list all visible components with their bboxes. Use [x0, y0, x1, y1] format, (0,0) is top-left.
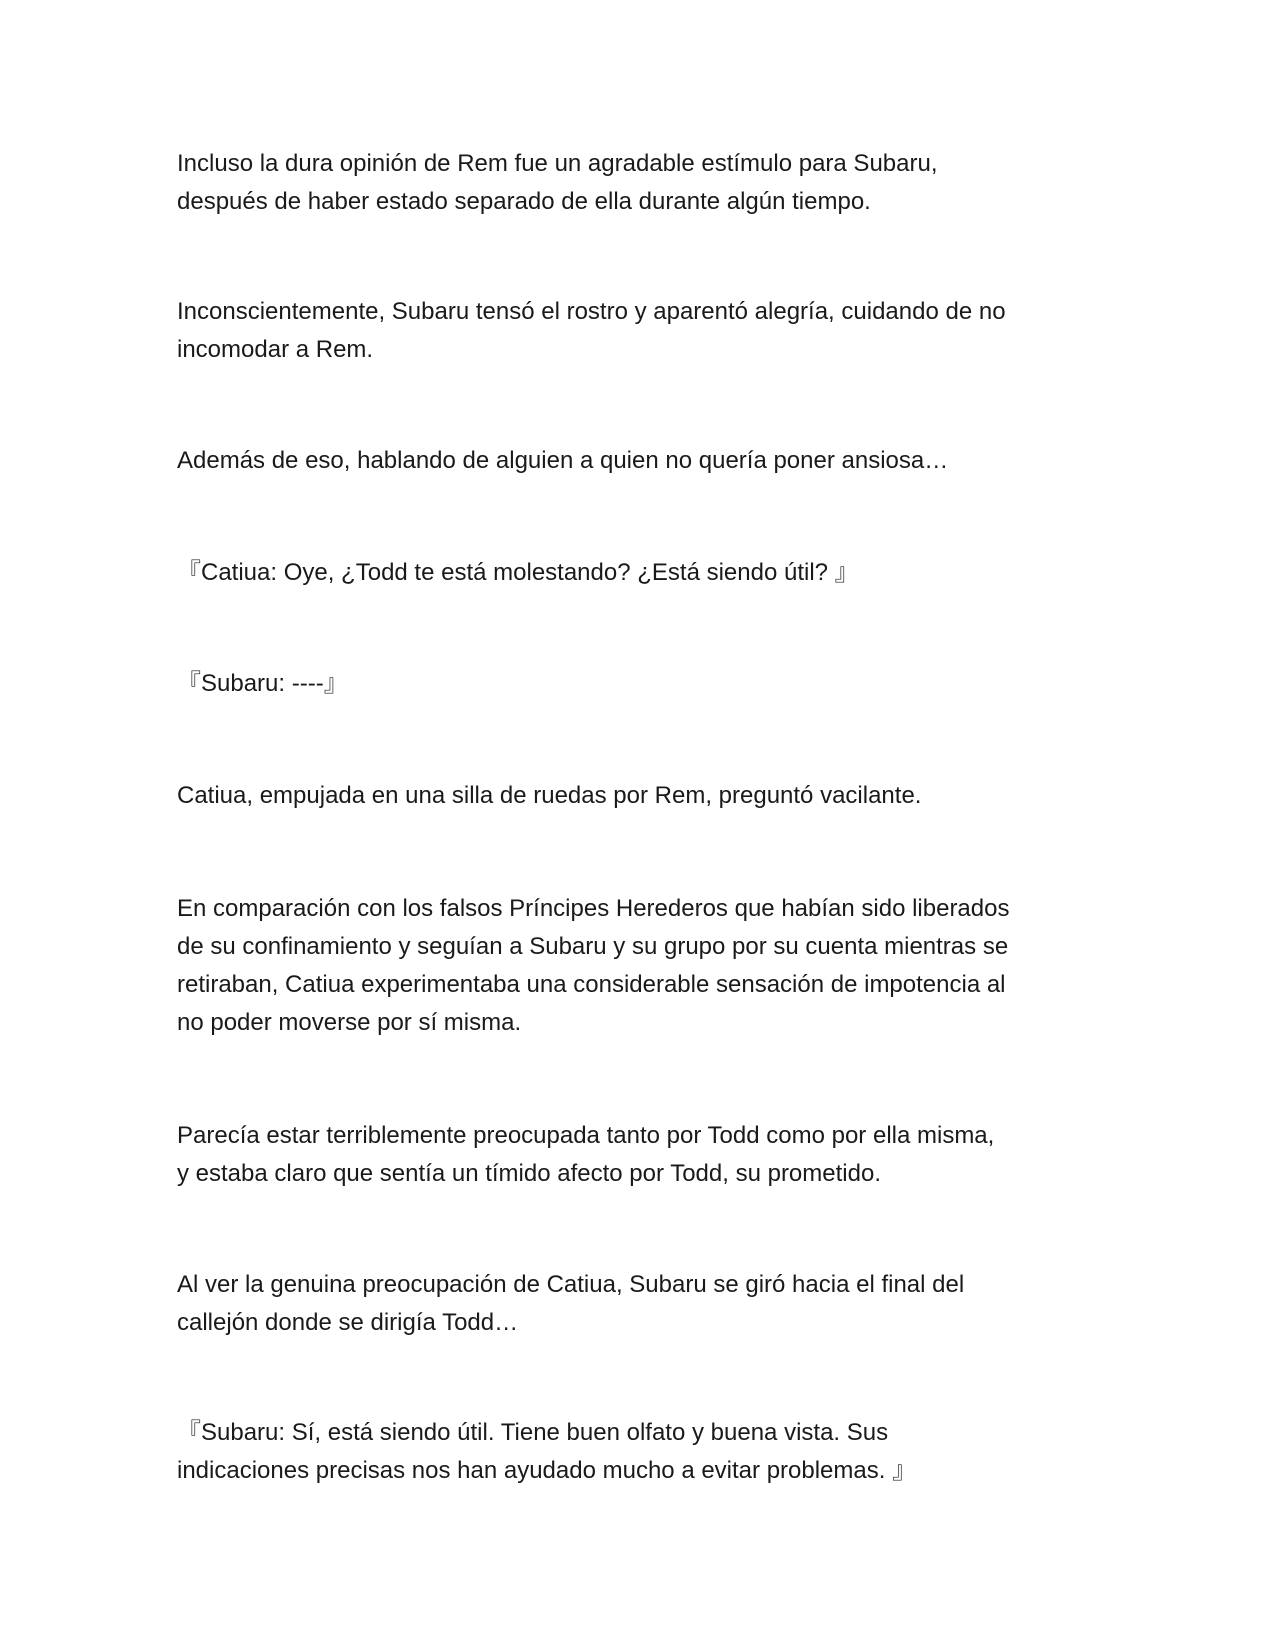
text-line: En comparación con los falsos Príncipes Herederos que habían sido liberados: [177, 895, 1010, 922]
paragraph-9: [177, 1266, 1117, 1342]
text-line: 『Subaru: ----』: [177, 670, 348, 697]
text-line: después de haber estado separado de ella durante algún tiempo.: [177, 188, 871, 215]
text-line: Inconscientemente, Subaru tensó el rostro y aparentó alegría, cuidando de no: [177, 298, 1006, 325]
text-line: Catiua, empujada en una silla de ruedas por Rem, preguntó vacilante.: [177, 782, 922, 809]
text-line: 『Subaru: Sí, está siendo útil. Tiene buen olfato y buena vista. Sus: [177, 1419, 889, 1446]
text-line: 『Catiua: Oye, ¿Todd te está molestando? ¿Está siendo útil? 』: [177, 559, 859, 586]
paragraph-6: [177, 777, 1117, 815]
dialogue-subaru-pause: [177, 665, 1117, 703]
text-line: Al ver la genuina preocupación de Catiua, Subaru se giró hacia el final del: [177, 1271, 965, 1298]
text-line: de su confinamiento y seguían a Subaru y su grupo por su cuenta mientras se: [177, 933, 1009, 960]
dialogue-catiua-question: [177, 554, 1117, 592]
text-line: incomodar a Rem.: [177, 336, 374, 363]
text-line: no poder moverse por sí misma.: [177, 1009, 522, 1036]
text-line: retiraban, Catiua experimentaba una considerable sensación de impotencia al: [177, 971, 1006, 998]
paragraph-8: [177, 1117, 1117, 1193]
text-line: Incluso la dura opinión de Rem fue un agradable estímulo para Subaru,: [177, 150, 938, 177]
text-line: callejón donde se dirigía Todd…: [177, 1309, 519, 1336]
text-line: Además de eso, hablando de alguien a quien no quería poner ansiosa…: [177, 447, 949, 474]
paragraph-2: [177, 293, 1117, 369]
text-line: Parecía estar terriblemente preocupada tanto por Todd como por ella misma,: [177, 1122, 995, 1149]
text-line: indicaciones precisas nos han ayudado mucho a evitar problemas. 』: [177, 1457, 917, 1484]
dialogue-subaru-answer: [177, 1414, 1117, 1490]
paragraph-1: [177, 145, 1117, 221]
text-line: y estaba claro que sentía un tímido afecto por Todd, su prometido.: [177, 1160, 881, 1187]
paragraph-3: [177, 442, 1117, 480]
paragraph-7: [177, 890, 1117, 1042]
